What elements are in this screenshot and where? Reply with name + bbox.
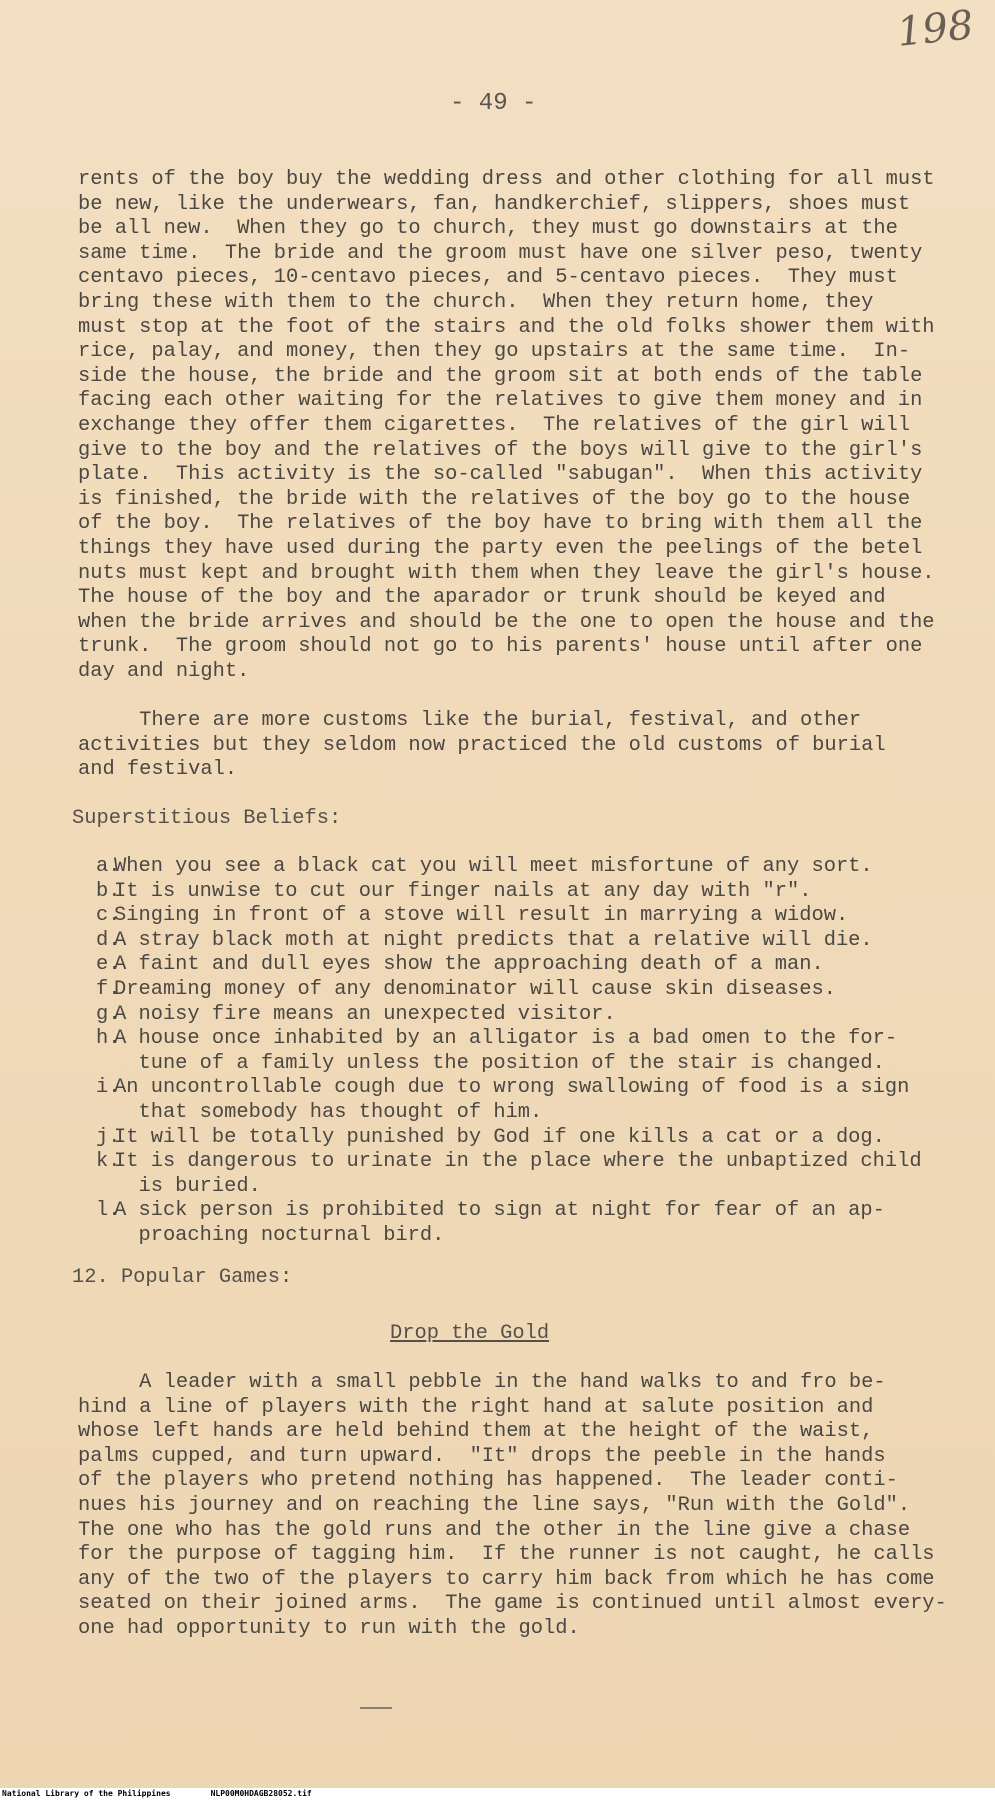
list-item-text: It will be totally punished by God if one kills a cat or a dog.	[114, 1125, 885, 1149]
list-item-text: Singing in front of a stove will result in marrying a widow.	[114, 904, 849, 928]
list-item	[96, 855, 966, 880]
list-item	[96, 880, 966, 905]
list-item-text: Dreaming money of any denominator will cause skin diseases.	[114, 977, 836, 1001]
list-item	[96, 1126, 966, 1151]
footer-filename: NLP00M0HDAGB28052.tif	[210, 1789, 312, 1798]
list-item-text: It is unwise to cut our finger nails at any day with "r".	[114, 879, 812, 903]
list-item	[96, 978, 966, 1003]
list-marker: e.	[96, 953, 121, 977]
paragraph-game-description: A leader with a small pebble in the hand walks to and fro be- hind a line of players with the right hand at salute position and whose left hands are held behind them at the height of the waist, palms cupped, and turn upward. "It" drops the peeble in the hands of the players who pretend nothing has happened. The leader conti- nues his journey and on reaching the line says, "Run with the Gold". The one who has the gold runs and the other in the line give a chase for the purpose of tagging him. If the runner is not caught, he calls any of the two of the players to carry him back from which he has come seated on their joined arms. The game is continued until almost every- one had opportunity to run with the gold.	[78, 1371, 947, 1640]
list-marker: d.	[96, 928, 121, 952]
list-item	[96, 904, 966, 929]
list-marker: c.	[96, 904, 121, 928]
list-item-text: A faint and dull eyes show the approaching death of a man.	[114, 953, 824, 977]
list-marker: l.	[96, 1199, 121, 1223]
list-marker: k.	[96, 1150, 121, 1174]
list-marker: f.	[96, 977, 121, 1001]
game-title: Drop the Gold	[390, 1322, 550, 1345]
list-item-text: A house once inhabited by an alligator is a bad omen to the for- tune of a family unless the position of the stair is changed.	[114, 1027, 898, 1075]
list-item-text: When you see a black cat you will meet misfortune of any sort.	[114, 855, 873, 878]
list-item-text: It is dangerous to urinate in the place where the unbaptized child is buried.	[114, 1150, 922, 1198]
beliefs-list	[96, 855, 966, 1249]
scan-footer	[0, 1788, 995, 1800]
heading-superstitious-beliefs: Superstitious Beliefs:	[72, 807, 342, 830]
list-item	[96, 1150, 966, 1199]
list-marker: b.	[96, 879, 121, 903]
list-marker: g.	[96, 1002, 121, 1026]
list-marker: i.	[96, 1076, 121, 1100]
footer-library: National Library of the Philippines	[2, 1789, 171, 1798]
list-item-text: A stray black moth at night predicts that a relative will die.	[114, 928, 873, 952]
handwritten-annotation: 198	[894, 2, 976, 56]
end-dash	[360, 1707, 392, 1709]
list-item	[96, 1076, 966, 1125]
list-item	[96, 929, 966, 954]
list-item-text: A noisy fire means an unexpected visitor.	[114, 1002, 616, 1026]
list-item	[96, 953, 966, 978]
list-item	[96, 1003, 966, 1028]
list-marker: j.	[96, 1125, 121, 1149]
paragraph-other-customs: There are more customs like the burial, festival, and other activities but they seldom now practiced the old customs of burial and festival.	[78, 709, 886, 782]
page-number: - 49 -	[450, 90, 537, 117]
list-item	[96, 1027, 966, 1076]
list-item-text: A sick person is prohibited to sign at night for fear of an ap- proaching nocturnal bird.	[114, 1199, 885, 1247]
list-item-text: An uncontrollable cough due to wrong swallowing of food is a sign that somebody has thought of him.	[114, 1076, 910, 1124]
list-marker: a.	[96, 855, 121, 878]
list-marker: h.	[96, 1027, 121, 1051]
heading-popular-games: 12. Popular Games:	[72, 1266, 293, 1289]
paragraph-wedding-customs: rents of the boy buy the wedding dress and other clothing for all must be new, like the underwears, fan, handkerchief, slippers, shoes must be all new. When they go to church, they must go downstairs at the same time. The bride and the groom must have one silver peso, twenty centavo pieces, 10-centavo pieces, and 5-centavo pieces. They must bring these with them to the church. When they return home, they must stop at the foot of the stairs and the old folks shower them with rice, palay, and money, then they go upstairs at the same time. In- side the house, the bride and the groom sit at both ends of the table facing each other waiting for the relatives to give them money and in exchange they offer them cigarettes. The relatives of the girl will give to the boy and the relatives of the boys will give to the girl's plate. This activity is the so-called "sabugan". When this activity is finished, the bride with the relatives of the boy go to the house of the boy. The relatives of the boy have to bring with them all the things they have used during the party even the peelings of the betel nuts must kept and brought with them when they leave the girl's house. The house of the boy and the aparador or trunk should be keyed and when the bride arrives and should be the one to open the house and the trunk. The groom should not go to his parents' house until after one day and night.	[78, 168, 935, 683]
list-item	[96, 1199, 966, 1248]
